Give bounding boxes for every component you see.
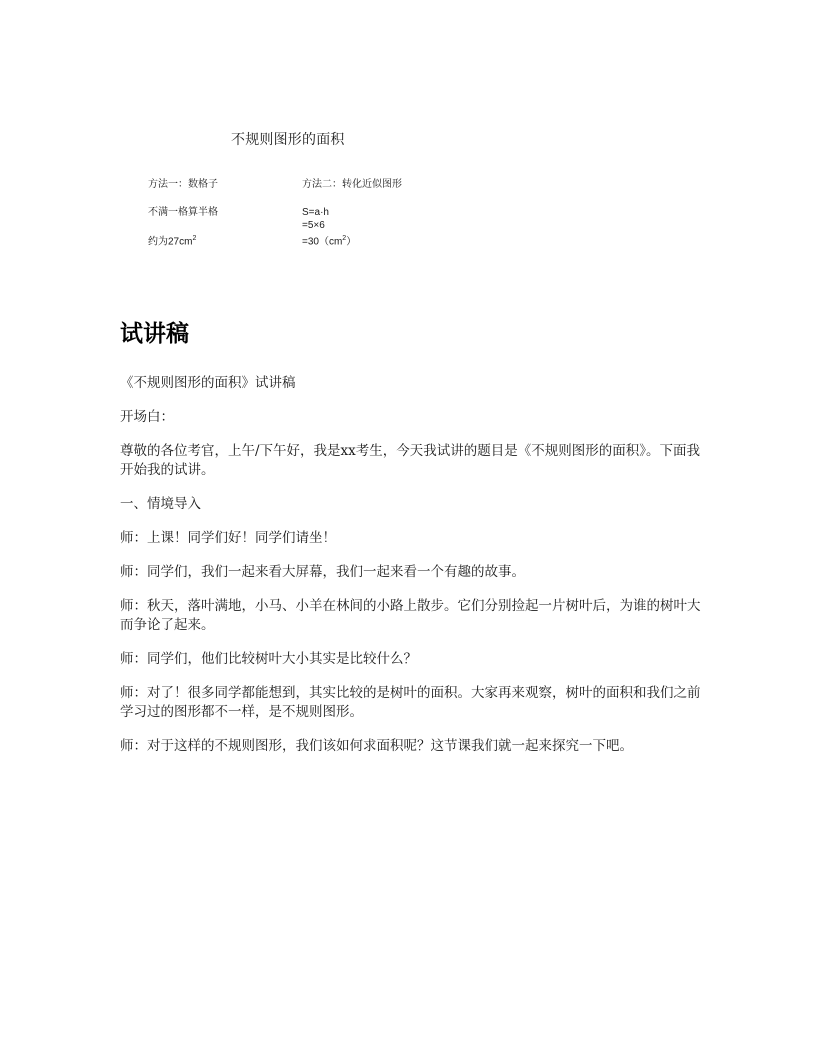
paragraph-greeting: 尊敬的各位考官，上午/下午好，我是xx考生，今天我试讲的题目是《不规则图形的面积》。下面我开始我的试讲。 [120, 443, 701, 478]
paragraph-teacher-6: 师：对于这样的不规则图形，我们该如何求面积呢？这节课我们就一起来探究一下吧。 [120, 738, 633, 754]
paragraph-teacher-3: 师：秋天，落叶满地，小马、小羊在林间的小路上散步。它们分别捡起一片树叶后，为谁的树叶大而争论了起来。 [120, 598, 701, 633]
paragraph-teacher-2: 师：同学们，我们一起来看大屏幕，我们一起来看一个有趣的故事。 [120, 564, 525, 580]
method1-heading: 方法一：数格子 [148, 179, 218, 190]
method2-formula-line1: S=a·h [302, 207, 329, 218]
method1-result-sup: 2 [192, 235, 197, 242]
method1-result-text: 约为27cm [148, 236, 193, 248]
paragraph-teacher-1: 师：上课！同学们好！同学们请坐！ [120, 530, 336, 546]
method2-formula-line3-sup: 2 [342, 235, 347, 242]
document-body [120, 318, 708, 771]
method2-formula-line3-close: ） [346, 236, 357, 248]
document-heading: 试讲稿 [120, 321, 189, 347]
paragraph-opening-label: 开场白： [120, 409, 174, 425]
paragraph-teacher-4: 师：同学们，他们比较树叶大小其实是比较什么？ [120, 651, 417, 667]
method2-formula-line3 [302, 233, 356, 248]
method2-formula-line2: =5×6 [302, 220, 325, 231]
paragraph-teacher-5: 师：对了！很多同学都能想到，其实比较的是树叶的面积。大家再来观察，树叶的面积和我们之前学习过的图形都不一样，是不规则图形。 [120, 685, 701, 720]
method1-rule: 不满一格算半格 [148, 207, 218, 218]
method1-result [148, 233, 196, 248]
method2-heading: 方法二：转化近似图形 [302, 179, 402, 190]
paragraph-title: 《不规则图形的面积》试讲稿 [120, 375, 296, 391]
board-title: 不规则图形的面积 [231, 131, 345, 147]
board-image [0, 0, 816, 270]
method2-formula-line3-text: =30（cm [302, 236, 343, 248]
paragraph-section-heading: 一、情境导入 [120, 496, 201, 512]
